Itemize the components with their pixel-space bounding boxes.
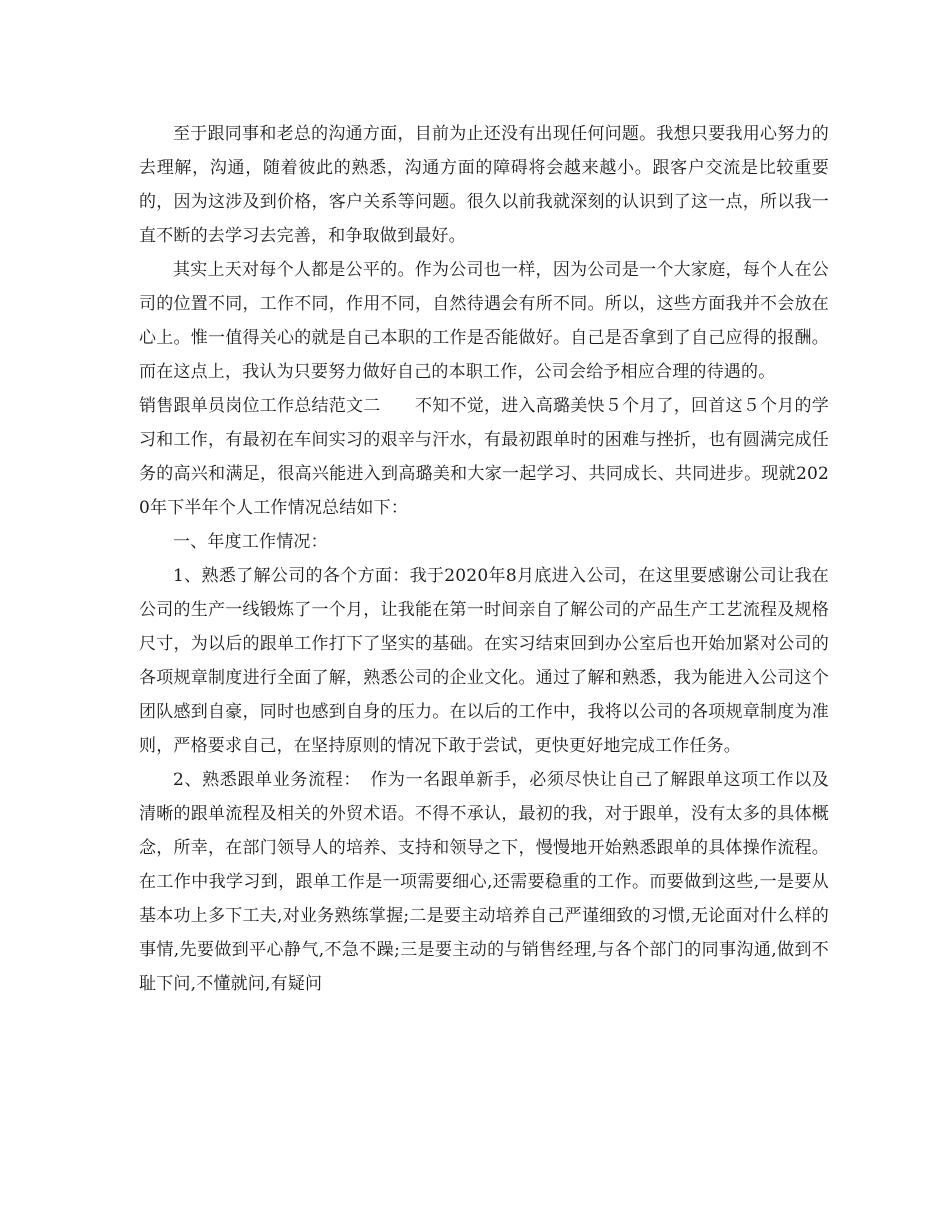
document-body [139,117,829,1001]
paragraph-communication: 至于跟同事和老总的沟通方面，目前为止还没有出现任何问题。我想只要我用心努力的去理解，沟通，随着彼此的熟悉，沟通方面的障碍将会越来越小。跟客户交流是比较重要的，因为这涉及到价格，客户关系等问题。很久以前我就深刻的认识到了这一点，所以我一直不断的去学习去完善，和争取做到最好。 [139,124,829,246]
paragraph-company-familiarization: 1、熟悉了解公司的各个方面：我于2020年8月底进入公司，在这里要感谢公司让我在公司的生产一线锻炼了一个月，让我能在第一时间亲自了解公司的产品生产工艺流程及规格尺寸，为以后的跟单工作打下了坚实的基础。在实习结束回到办公室后也开始加紧对公司的各项规章制度进行全面了解，熟悉公司的企业文化。通过了解和熟悉，我为能进入公司这个团队感到自豪，同时也感到自身的压力。在以后的工作中，我将以公司的各项规章制度为准则，严格要求自己，在坚持原则的情况下敢于尝试，更快更好地完成工作任务。 [139,566,829,756]
paragraph-sample-two-intro: 销售跟单员岗位工作总结范文二 不知不觉，进入高璐美快５个月了，回首这５个月的学习和工作，有最初在车间实习的艰辛与汗水，有最初跟单时的困难与挫折，也有圆满完成任务的高兴和满足，很高兴能进入到高璐美和大家一起学习、共同成长、共同进步。现就2020年下半年个人工作情况总结如下： [139,396,829,518]
section-heading-annual-work: 一、年度工作情况： [173,532,328,552]
paragraph-order-workflow: 2、熟悉跟单业务流程： 作为一名跟单新手，必须尽快让自己了解跟单这项工作以及清晰的跟单流程及相关的外贸术语。不得不承认，最初的我，对于跟单，没有太多的具体概念，所幸，在部门领导人的培养、支持和领导之下，慢慢地开始熟悉跟单的具体操作流程。在工作中我学习到，跟单工作是一项需要细心,还需要稳重的工作。而要做到这些,一是要从基本功上多下工夫,对业务熟练掌握;二是要主动培养自己严谨细致的习惯,无论面对什么样的事情,先要做到平心静气,不急不躁;三是要主动的与销售经理,与各个部门的同事沟通,做到不耻下问,不懂就问,有疑问 [139,770,829,994]
paragraph-fairness: 其实上天对每个人都是公平的。作为公司也一样，因为公司是一个大家庭，每个人在公司的位置不同，工作不同，作用不同，自然待遇会有所不同。所以，这些方面我并不会放在心上。惟一值得关心的就是自己本职的工作是否能做好。自己是否拿到了自己应得的报酬。而在这点上，我认为只要努力做好自己的本职工作，公司会给予相应合理的待遇的。 [139,260,829,382]
